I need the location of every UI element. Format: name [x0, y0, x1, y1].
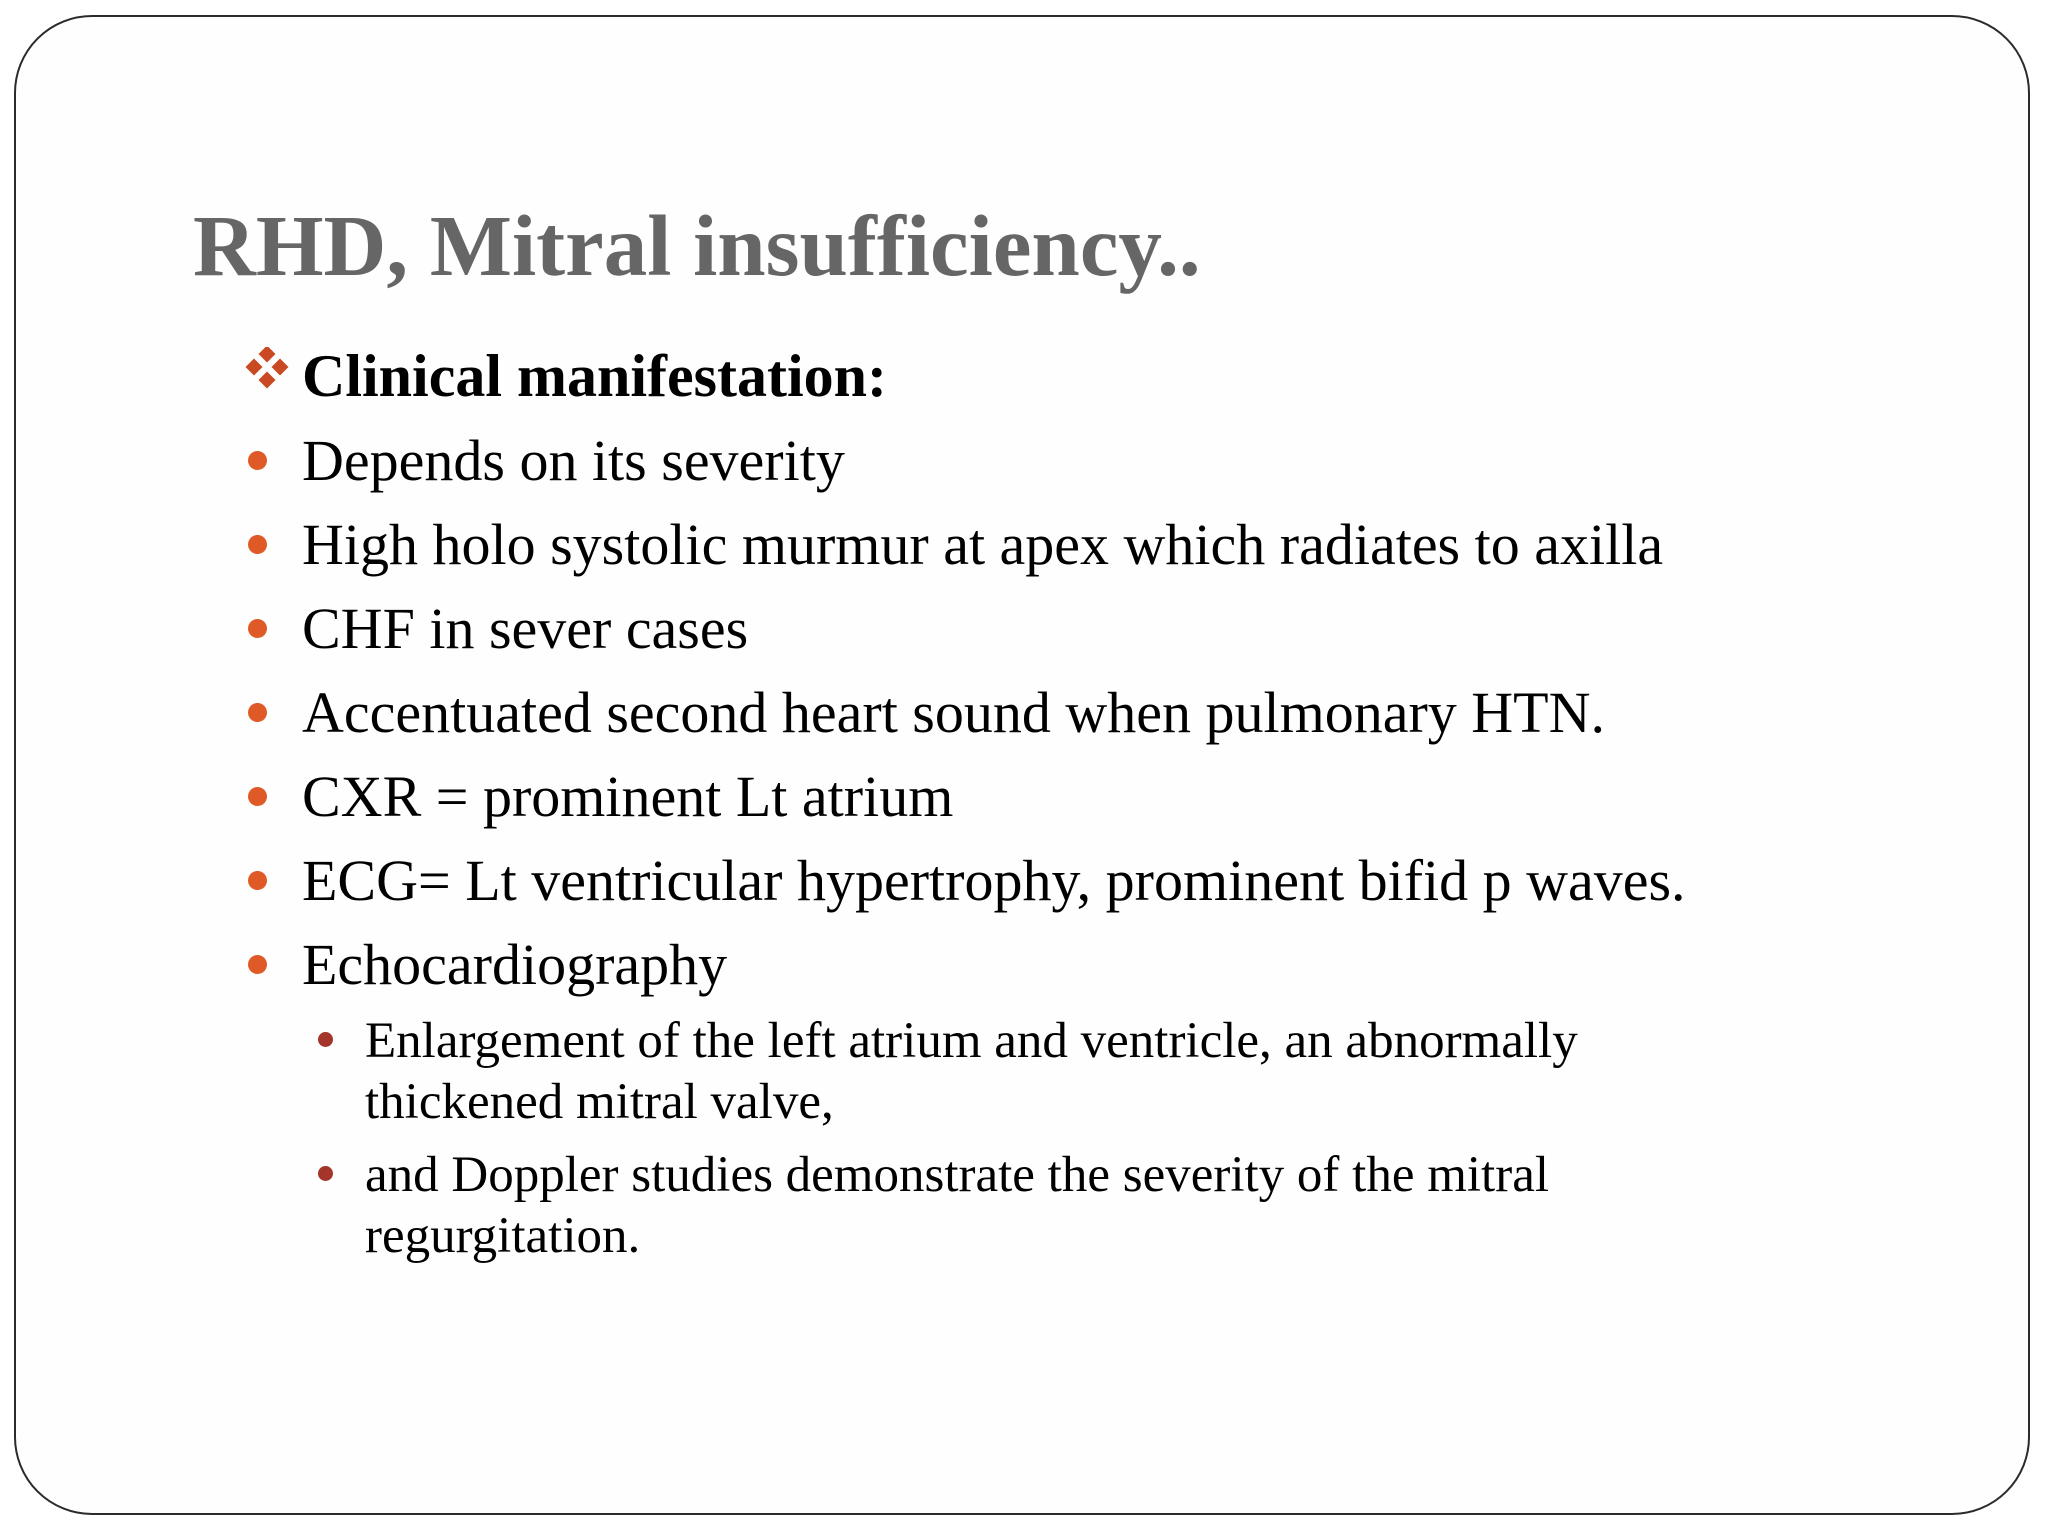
sub-list-item [365, 1145, 1785, 1267]
list-item-text: Accentuated second heart sound when pulmonary HTN. [302, 680, 1605, 745]
list-item [231, 839, 1991, 923]
section-heading [231, 333, 1991, 419]
list-item-text: CHF in sever cases [302, 596, 749, 661]
list-item [231, 923, 1991, 1007]
bullet-icon [248, 955, 267, 974]
bullet-icon [248, 871, 267, 890]
list-item-text: CXR = prominent Lt atrium [302, 764, 954, 829]
list-item [231, 503, 1991, 587]
sub-list-item [365, 1011, 1785, 1133]
bullet-icon [248, 619, 267, 638]
list-item-text: Depends on its severity [302, 428, 845, 493]
sub-list-item-text: Enlargement of the left atrium and ventricle, an abnormally thickened mitral valve, [365, 1013, 1578, 1130]
bullet-icon [248, 535, 267, 554]
bullet-icon [248, 787, 267, 806]
diamond-bullet-icon [245, 347, 289, 391]
slide [14, 15, 2030, 1515]
bullet-icon [248, 703, 267, 722]
slide-content [231, 333, 1991, 1279]
slide-title: RHD, Mitral insufficiency.. [193, 197, 1201, 294]
bullet-icon [248, 451, 267, 470]
list-item [231, 587, 1991, 671]
sub-bullet-icon [318, 1166, 333, 1181]
sub-bullet-icon [318, 1032, 333, 1047]
list-item [231, 419, 1991, 503]
list-item [231, 671, 1991, 755]
list-item-text: High holo systolic murmur at apex which radiates to axilla [302, 512, 1664, 577]
list-item-text: ECG= Lt ventricular hypertrophy, prominent bifid p waves. [302, 848, 1686, 913]
list-item [231, 755, 1991, 839]
section-heading-text: Clinical manifestation: [302, 343, 887, 409]
sub-list-item-text: and Doppler studies demonstrate the severity of the mitral regurgitation. [365, 1147, 1550, 1264]
list-item-text: Echocardiography [302, 932, 728, 997]
sub-list [365, 1011, 1785, 1267]
